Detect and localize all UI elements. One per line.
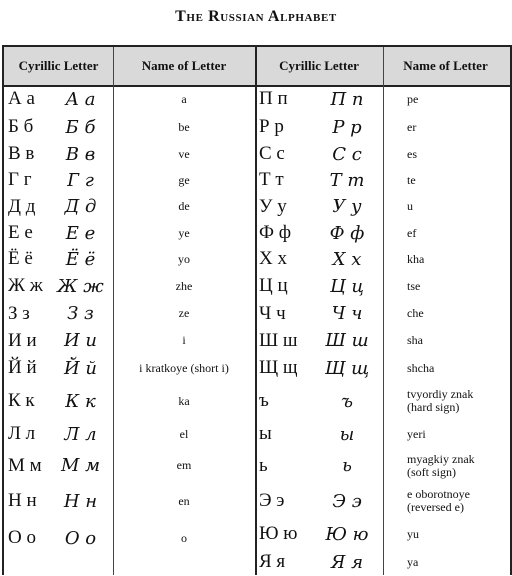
script-letter: Ё ё — [65, 248, 96, 270]
table-row — [4, 85, 510, 113]
letter-name: ye — [178, 225, 190, 240]
script-letter: Щ щ — [324, 357, 370, 379]
letter-name: ya — [407, 554, 419, 569]
script-letter: Х х — [332, 248, 362, 270]
script-letter: Ч ч — [331, 303, 363, 324]
script-letter: ъ — [341, 390, 353, 412]
letter-name: i — [182, 333, 186, 347]
table-row — [4, 193, 510, 220]
script-letter: ы — [339, 423, 355, 445]
letter-name: ef — [407, 225, 417, 240]
letter-name: es — [407, 146, 417, 161]
printed-letter: Ж ж — [8, 275, 43, 296]
printed-letter: Н н — [8, 490, 37, 511]
script-letter: Д д — [64, 196, 97, 217]
letter-name: el — [179, 426, 189, 441]
table-header — [4, 47, 510, 87]
letter-name: yo — [178, 251, 190, 266]
letter-name — [383, 483, 512, 519]
letter-name: be — [178, 119, 190, 134]
printed-letter: Ё ё — [8, 248, 33, 269]
letter-name — [383, 448, 512, 483]
letter-name: ge — [178, 172, 190, 187]
alphabet-table — [2, 45, 512, 575]
table-row — [4, 549, 510, 575]
letter-name: kha — [407, 251, 425, 266]
script-letter: Т т — [329, 169, 365, 191]
script-letter: С с — [332, 143, 362, 165]
script-letter: П п — [330, 88, 364, 110]
script-letter: Ц ц — [330, 275, 364, 297]
script-letter: Б б — [65, 116, 96, 138]
header-name-of-letter-right: Name of Letter — [403, 58, 488, 73]
script-letter: Р р — [332, 116, 362, 138]
script-letter: Я я — [330, 551, 364, 573]
letter-name: en — [178, 493, 190, 508]
printed-letter: Г г — [8, 169, 32, 190]
table-row — [4, 420, 510, 448]
printed-letter: Ч ч — [259, 302, 286, 324]
letter-name: ka — [178, 393, 190, 408]
table-row — [4, 382, 510, 420]
script-letter: В в — [65, 143, 96, 165]
script-letter: З з — [67, 303, 94, 324]
table-row — [4, 448, 510, 483]
header-cyrillic-letter-right: Cyrillic Letter — [279, 58, 359, 73]
letter-name: yeri — [407, 426, 426, 441]
printed-letter: ы — [259, 423, 272, 444]
printed-letter: Я я — [259, 551, 286, 572]
printed-letter: И и — [8, 329, 37, 351]
letter-name: ze — [178, 306, 190, 320]
script-letter: Н н — [63, 490, 98, 512]
printed-letter: Т т — [259, 169, 284, 190]
script-letter: М м — [60, 455, 101, 476]
table-row — [4, 300, 510, 327]
printed-letter: Б б — [8, 116, 34, 137]
printed-letter: З з — [8, 302, 30, 324]
letter-name: che — [407, 306, 424, 321]
table-row — [4, 220, 510, 246]
script-letter: У у — [332, 196, 362, 217]
script-letter: О о — [64, 527, 97, 549]
letter-name: de — [178, 199, 190, 213]
printed-letter: Е е — [8, 222, 33, 243]
script-letter: Ю ю — [325, 523, 369, 545]
table-row — [4, 141, 510, 167]
table-row — [4, 327, 510, 354]
letter-name: yu — [407, 526, 419, 541]
table-row — [4, 113, 510, 141]
printed-letter: Э э — [259, 490, 285, 511]
page-title: The Russian Alphabet — [175, 8, 337, 25]
letter-name: i kratkoye (short i) — [139, 360, 229, 375]
letter-name: u — [407, 199, 413, 214]
letter-name: er — [407, 119, 417, 134]
script-letter: Ж ж — [57, 275, 104, 297]
printed-letter: Ш ш — [259, 329, 298, 351]
script-letter: Й й — [63, 357, 97, 379]
header-cyrillic-letter-left: Cyrillic Letter — [18, 58, 99, 73]
letter-name: sha — [407, 333, 423, 348]
letter-name: pe — [407, 91, 419, 106]
printed-letter: У у — [259, 195, 287, 217]
script-letter: Э э — [332, 490, 362, 512]
printed-letter: Р р — [259, 116, 284, 137]
printed-letter: Ф ф — [259, 222, 292, 243]
printed-letter: Д д — [8, 195, 36, 217]
printed-letter: ъ — [259, 390, 269, 411]
script-letter: Е е — [65, 222, 96, 244]
table-row — [4, 246, 510, 272]
letter-name: tse — [407, 278, 421, 293]
script-letter: ь — [342, 455, 352, 476]
letter-name: te — [407, 172, 416, 187]
printed-letter: Ц ц — [259, 275, 288, 296]
letter-name-text: tvyordiy znak (hard sign) — [407, 387, 474, 414]
printed-letter: М м — [8, 454, 42, 476]
script-letter: И и — [63, 330, 97, 351]
table-row — [4, 167, 510, 193]
printed-letter: А а — [8, 88, 35, 109]
letter-name: zhe — [175, 278, 193, 293]
script-letter: К к — [65, 390, 96, 412]
script-letter: Ш ш — [325, 330, 369, 351]
printed-letter: Й й — [8, 357, 37, 378]
printed-letter: Л л — [8, 423, 36, 444]
printed-letter: Ю ю — [259, 523, 298, 544]
table-row — [4, 272, 510, 300]
script-letter: Л л — [64, 423, 97, 445]
printed-letter: ь — [259, 454, 268, 476]
script-letter: Г г — [67, 169, 94, 191]
printed-letter: П п — [259, 88, 288, 109]
table-row — [4, 519, 510, 549]
script-letter: А а — [65, 88, 96, 110]
printed-letter: С с — [259, 143, 285, 164]
letter-name: o — [181, 530, 187, 545]
letter-name: ve — [178, 146, 190, 161]
script-letter: Ф ф — [329, 222, 365, 244]
letter-name: shcha — [407, 360, 435, 375]
letter-name: em — [176, 458, 192, 472]
printed-letter: Щ щ — [259, 357, 298, 378]
printed-letter: В в — [8, 143, 35, 164]
letter-name-text: myagkiy znak (soft sign) — [407, 451, 475, 479]
header-name-of-letter-left: Name of Letter — [141, 58, 227, 73]
printed-letter: О о — [8, 527, 36, 548]
table-row — [4, 354, 510, 382]
letter-name: a — [181, 91, 187, 106]
letter-name-text: e oborotnoye (reversed e) — [407, 487, 470, 514]
printed-letter: Х х — [259, 248, 287, 269]
letter-name — [383, 382, 512, 420]
printed-letter: К к — [8, 390, 35, 411]
table-row — [4, 483, 510, 519]
